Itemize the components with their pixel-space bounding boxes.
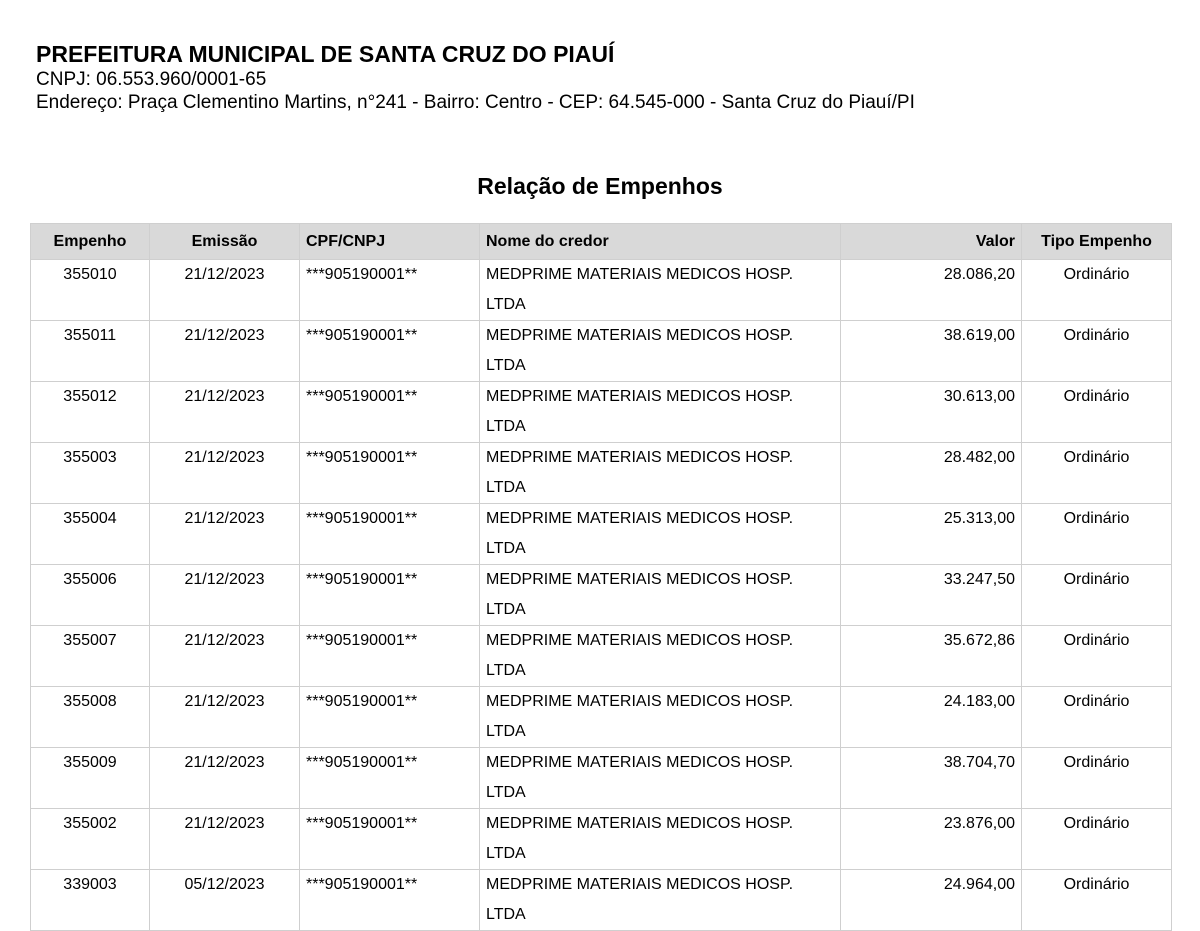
cell-credor: MEDPRIME MATERIAIS MEDICOS HOSP. LTDA [480, 809, 841, 870]
cell-emissao: 21/12/2023 [150, 382, 300, 443]
cell-valor: 28.482,00 [841, 443, 1022, 504]
cell-valor: 28.086,20 [841, 260, 1022, 321]
cell-cpf-cnpj: ***905190001** [300, 687, 480, 748]
cell-tipo: Ordinário [1022, 382, 1172, 443]
table-row [31, 382, 1172, 443]
table-row [31, 260, 1172, 321]
cell-emissao: 21/12/2023 [150, 443, 300, 504]
cell-valor: 38.704,70 [841, 748, 1022, 809]
table-row [31, 748, 1172, 809]
cell-valor: 35.672,86 [841, 626, 1022, 687]
cell-credor: MEDPRIME MATERIAIS MEDICOS HOSP. LTDA [480, 260, 841, 321]
column-header-tipo: Tipo Empenho [1022, 224, 1172, 260]
cell-valor: 24.183,00 [841, 687, 1022, 748]
cell-valor: 38.619,00 [841, 321, 1022, 382]
cell-empenho: 355010 [31, 260, 150, 321]
table-row [31, 321, 1172, 382]
cell-tipo: Ordinário [1022, 870, 1172, 931]
cell-emissao: 21/12/2023 [150, 687, 300, 748]
cell-tipo: Ordinário [1022, 748, 1172, 809]
cell-emissao: 05/12/2023 [150, 870, 300, 931]
cell-cpf-cnpj: ***905190001** [300, 443, 480, 504]
cell-cpf-cnpj: ***905190001** [300, 504, 480, 565]
org-address: Endereço: Praça Clementino Martins, n°241 - Bairro: Centro - CEP: 64.545-000 - Santa Cruz do Piauí/PI [36, 92, 915, 113]
cell-emissao: 21/12/2023 [150, 504, 300, 565]
cell-cpf-cnpj: ***905190001** [300, 260, 480, 321]
cell-empenho: 355011 [31, 321, 150, 382]
document-header [36, 40, 915, 114]
cell-emissao: 21/12/2023 [150, 260, 300, 321]
column-header-valor: Valor [841, 224, 1022, 260]
cell-credor: MEDPRIME MATERIAIS MEDICOS HOSP. LTDA [480, 321, 841, 382]
cell-tipo: Ordinário [1022, 687, 1172, 748]
table-body [31, 260, 1172, 931]
cell-empenho: 355012 [31, 382, 150, 443]
org-name: PREFEITURA MUNICIPAL DE SANTA CRUZ DO PIAUÍ [36, 41, 615, 67]
cell-emissao: 21/12/2023 [150, 321, 300, 382]
table-row [31, 809, 1172, 870]
cell-valor: 33.247,50 [841, 565, 1022, 626]
column-header-credor: Nome do credor [480, 224, 841, 260]
cell-empenho: 355002 [31, 809, 150, 870]
table-header-row [31, 224, 1172, 260]
cell-credor: MEDPRIME MATERIAIS MEDICOS HOSP. LTDA [480, 443, 841, 504]
cell-tipo: Ordinário [1022, 626, 1172, 687]
cell-credor: MEDPRIME MATERIAIS MEDICOS HOSP. LTDA [480, 565, 841, 626]
cell-valor: 23.876,00 [841, 809, 1022, 870]
cell-credor: MEDPRIME MATERIAIS MEDICOS HOSP. LTDA [480, 870, 841, 931]
cell-credor: MEDPRIME MATERIAIS MEDICOS HOSP. LTDA [480, 687, 841, 748]
org-cnpj: CNPJ: 06.553.960/0001-65 [36, 69, 267, 90]
cell-emissao: 21/12/2023 [150, 748, 300, 809]
column-header-emissao: Emissão [150, 224, 300, 260]
cell-credor: MEDPRIME MATERIAIS MEDICOS HOSP. LTDA [480, 626, 841, 687]
cell-empenho: 355009 [31, 748, 150, 809]
column-header-cpf-cnpj: CPF/CNPJ [300, 224, 480, 260]
cell-tipo: Ordinário [1022, 809, 1172, 870]
cell-cpf-cnpj: ***905190001** [300, 748, 480, 809]
cell-cpf-cnpj: ***905190001** [300, 321, 480, 382]
column-header-empenho: Empenho [31, 224, 150, 260]
cell-credor: MEDPRIME MATERIAIS MEDICOS HOSP. LTDA [480, 382, 841, 443]
cell-empenho: 355007 [31, 626, 150, 687]
cell-empenho: 355008 [31, 687, 150, 748]
cell-valor: 25.313,00 [841, 504, 1022, 565]
cell-empenho: 355004 [31, 504, 150, 565]
cell-valor: 24.964,00 [841, 870, 1022, 931]
cell-tipo: Ordinário [1022, 443, 1172, 504]
cell-empenho: 339003 [31, 870, 150, 931]
cell-credor: MEDPRIME MATERIAIS MEDICOS HOSP. LTDA [480, 748, 841, 809]
cell-cpf-cnpj: ***905190001** [300, 382, 480, 443]
cell-tipo: Ordinário [1022, 260, 1172, 321]
cell-empenho: 355003 [31, 443, 150, 504]
cell-cpf-cnpj: ***905190001** [300, 565, 480, 626]
empenhos-table [30, 223, 1172, 931]
cell-tipo: Ordinário [1022, 504, 1172, 565]
table-row [31, 687, 1172, 748]
cell-emissao: 21/12/2023 [150, 809, 300, 870]
table-row [31, 443, 1172, 504]
cell-emissao: 21/12/2023 [150, 626, 300, 687]
table-row [31, 565, 1172, 626]
cell-cpf-cnpj: ***905190001** [300, 809, 480, 870]
cell-tipo: Ordinário [1022, 321, 1172, 382]
cell-valor: 30.613,00 [841, 382, 1022, 443]
table-row [31, 504, 1172, 565]
cell-empenho: 355006 [31, 565, 150, 626]
cell-credor: MEDPRIME MATERIAIS MEDICOS HOSP. LTDA [480, 504, 841, 565]
report-title: Relação de Empenhos [477, 173, 723, 199]
cell-cpf-cnpj: ***905190001** [300, 870, 480, 931]
cell-emissao: 21/12/2023 [150, 565, 300, 626]
table-row [31, 870, 1172, 931]
table-row [31, 626, 1172, 687]
cell-tipo: Ordinário [1022, 565, 1172, 626]
cell-cpf-cnpj: ***905190001** [300, 626, 480, 687]
